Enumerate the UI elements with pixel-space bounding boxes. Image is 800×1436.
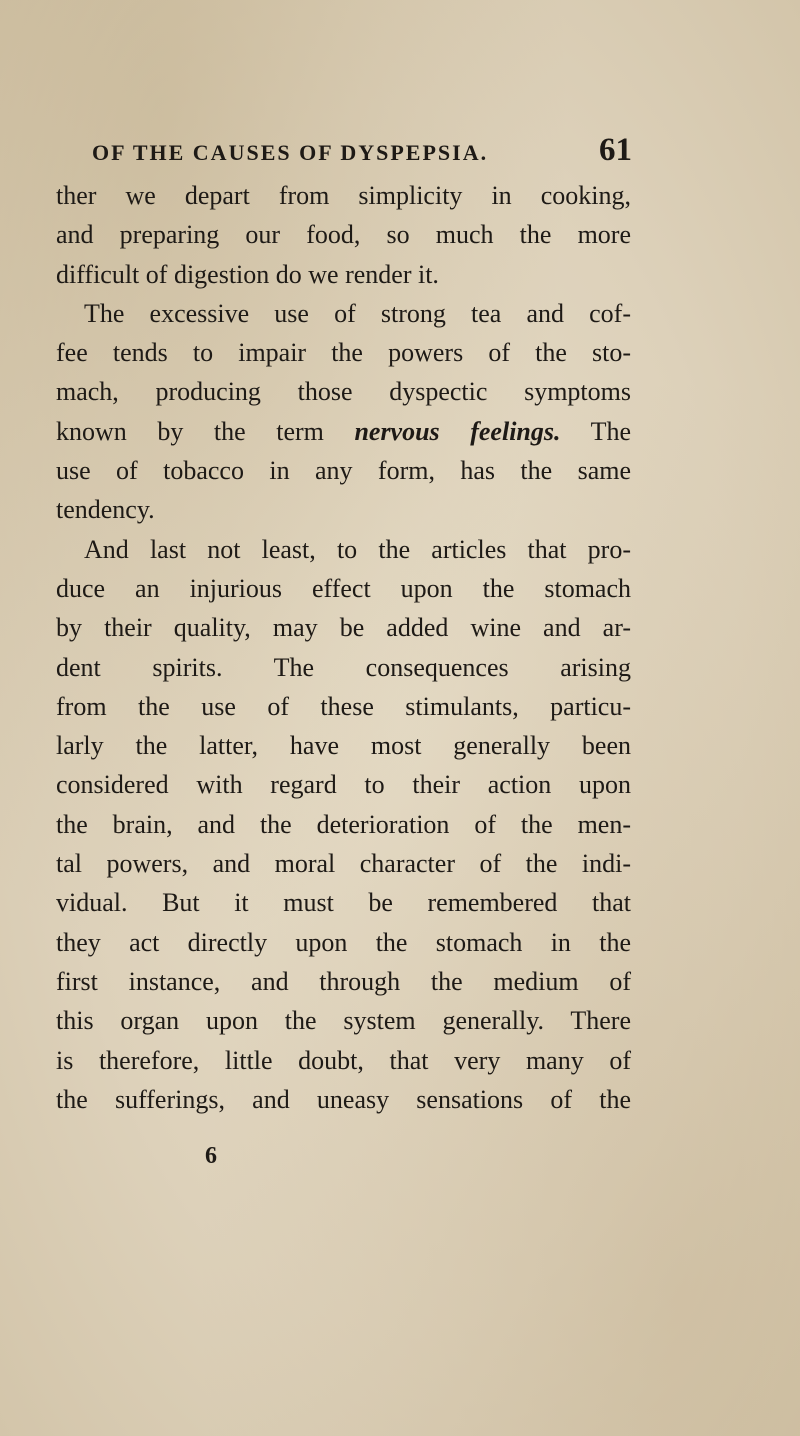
text-line: dent spirits. The consequences arising — [56, 652, 631, 682]
italic-phrase: nervous feelings. — [354, 416, 561, 446]
page-header — [92, 132, 632, 172]
text-line: is therefore, little doubt, that very many of — [56, 1045, 631, 1075]
text-line: by their quality, may be added wine and ar- — [56, 613, 631, 643]
text-line: use of tobacco in any form, has the same — [56, 456, 631, 486]
text-line: tal powers, and moral character of the indi- — [56, 849, 631, 879]
text-line: larly the latter, have most generally been — [56, 731, 631, 761]
signature-mark: 6 — [205, 1143, 217, 1169]
text-line: and preparing our food, so much the more — [56, 220, 631, 250]
text-line: from the use of these stimulants, particu- — [56, 691, 631, 721]
text-line: this organ upon the system generally. There — [56, 1006, 631, 1036]
text-line-with-emphasis — [56, 412, 631, 451]
text-fragment: The — [590, 416, 632, 446]
text-line: mach, producing those dyspectic symptoms — [56, 377, 631, 407]
page-number: 61 — [599, 132, 632, 168]
text-line: fee tends to impair the powers of the sto- — [56, 338, 631, 368]
text-line: vidual. But it must be remembered that — [56, 888, 631, 918]
body-text — [56, 176, 631, 1119]
text-line: the sufferings, and uneasy sensations of the — [56, 1084, 631, 1114]
text-line: the brain, and the deterioration of the men- — [56, 809, 631, 839]
text-line: duce an injurious effect upon the stomach — [56, 573, 631, 603]
text-fragment: known by the term — [56, 416, 324, 446]
text-line: The excessive use of strong tea and cof- — [84, 298, 631, 328]
text-line: ther we depart from simplicity in cooking, — [56, 181, 631, 210]
text-line: And last not least, to the articles that pro- — [84, 534, 631, 564]
text-line: difficult of digestion do we render it. — [56, 259, 439, 289]
text-line: tendency. — [56, 495, 155, 525]
text-line: considered with regard to their action upon — [56, 770, 631, 800]
text-line: they act directly upon the stomach in the — [56, 927, 631, 957]
text-line: first instance, and through the medium of — [56, 966, 631, 996]
running-head: OF THE CAUSES OF DYSPEPSIA. — [92, 140, 489, 165]
